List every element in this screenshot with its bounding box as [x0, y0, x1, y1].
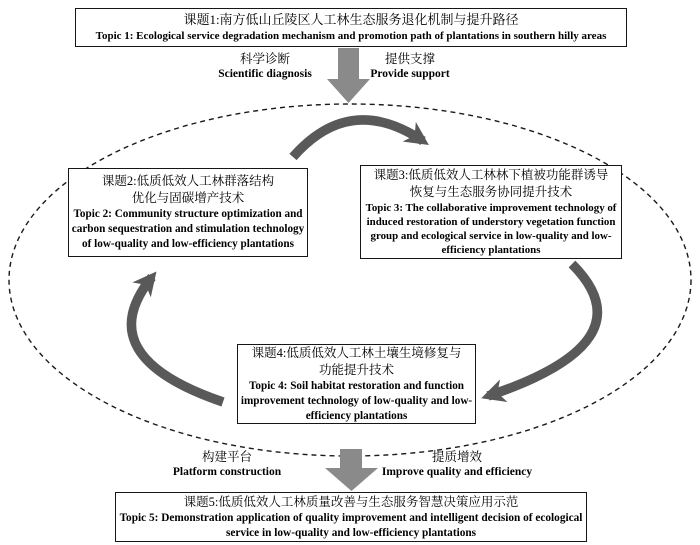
topic2-title-cn-line2: 优化与固碳增产技术	[131, 191, 245, 205]
cycle-arrow-topic4-to-topic2-icon	[131, 277, 223, 402]
topic5-box	[115, 492, 587, 542]
topic2-box	[68, 168, 308, 257]
topic3-title-en: Topic 3: The collaborative improvement technology of induced restoration of understory vegetation function group and ecological service in low-quality and low-efficiency plantations	[365, 201, 617, 257]
topic5-title-en: Topic 5: Demonstration application of quality improvement and intelligent decision of ecological service in low-quality and low-efficiency plantations	[119, 511, 583, 539]
label-platform-construction-cn: 构建平台	[201, 450, 252, 464]
label-scientific-diagnosis-cn: 科学诊断	[239, 52, 290, 66]
cycle-arrow-topic3-to-topic4-icon	[488, 264, 597, 396]
topic2-title-cn-line1: 课题2:低质低效人工林群落结构	[101, 174, 275, 188]
topic4-title-cn-line2: 功能提升技术	[318, 362, 394, 377]
topic4-box	[237, 344, 476, 424]
topic4-title-en: Topic 4: Soil habitat restoration and function improvement technology of low-quality and low-efficiency plantations	[240, 379, 473, 422]
label-provide-support-en: Provide support	[370, 68, 450, 80]
label-scientific-diagnosis-en: Scientific diagnosis	[218, 68, 312, 80]
topic3-box	[360, 165, 622, 259]
label-provide-support	[330, 52, 490, 82]
topic5-title-cn: 课题5:低质低效人工林质量改善与生态服务智慧决策应用示范	[183, 494, 519, 509]
label-platform-construction-en: Platform construction	[172, 466, 282, 478]
topic1-title-en: Topic 1: Ecological service degradation mechanism and promotion path of plantations in southern hilly areas	[95, 30, 607, 42]
label-improve-quality	[368, 450, 546, 480]
label-platform-construction	[147, 450, 307, 480]
topic3-title-cn-line1: 课题3:低质低效人工林林下植被功能群诱导	[373, 167, 609, 182]
topic4-title-cn-line1: 课题4:低质低效人工林土壤生境修复与	[251, 345, 462, 360]
label-improve-quality-cn: 提质增效	[431, 450, 482, 464]
label-scientific-diagnosis	[185, 52, 345, 82]
topic1-title-cn: 课题1:南方低山丘陵区人工林生态服务退化机制与提升路径	[183, 12, 519, 27]
topic3-title-cn-line2: 恢复与生态服务协同提升技术	[409, 184, 573, 199]
topic2-title-en: Topic 2: Community structure optimization and carbon sequestration and stimulation technology of low-quality and low-efficiency plantations	[71, 208, 305, 250]
label-provide-support-cn: 提供支撑	[384, 52, 435, 66]
label-improve-quality-en: Improve quality and efficiency	[381, 466, 533, 478]
topic1-box	[75, 8, 627, 47]
cycle-arrow-topic2-to-topic3-icon	[293, 120, 423, 157]
